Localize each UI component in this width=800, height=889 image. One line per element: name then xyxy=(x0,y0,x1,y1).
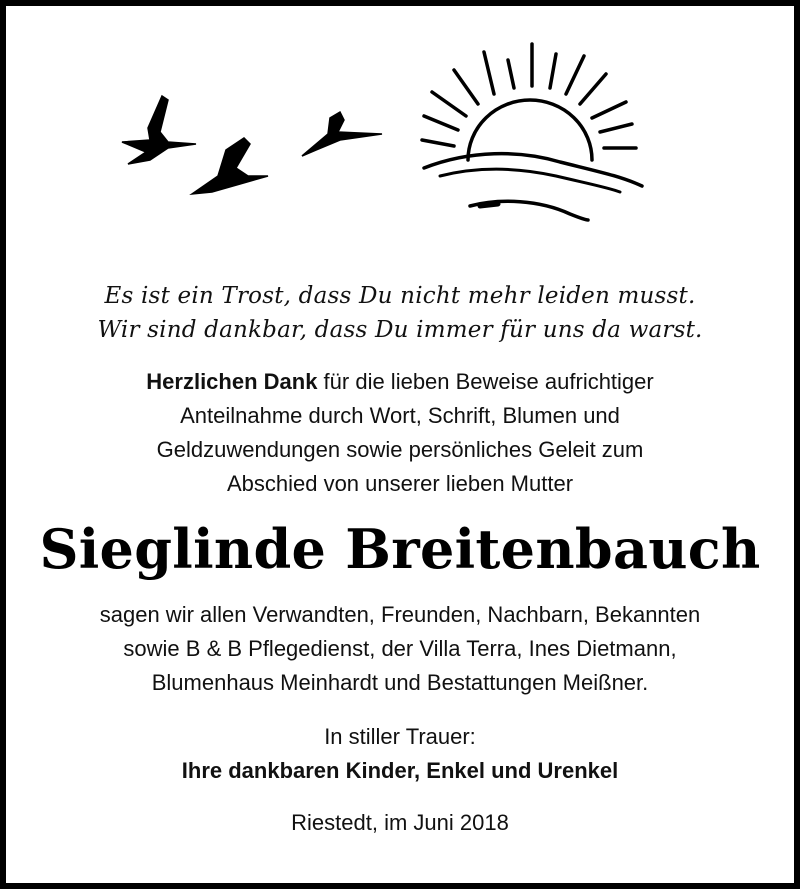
mourning-label: In stiller Trauer: xyxy=(324,724,476,749)
hills-icon xyxy=(424,154,642,220)
thanks-line-1: Herzlichen Dank für die lieben Beweise aufrichtiger xyxy=(146,369,654,394)
header-illustration xyxy=(0,0,800,240)
recipients-paragraph xyxy=(0,598,800,700)
thanks-line-2: Anteilnahme durch Wort, Schrift, Blumen und xyxy=(180,403,620,428)
mourning-family: Ihre dankbaren Kinder, Enkel und Urenkel xyxy=(181,758,619,783)
recipients-line-2: sowie B & B Pflegedienst, der Villa Terra, Ines Dietmann, xyxy=(123,636,677,661)
thanks-lead: Herzlichen Dank xyxy=(146,369,318,394)
recipients-line-1: sagen wir allen Verwandten, Freunden, Nachbarn, Bekannten xyxy=(99,602,701,627)
thanks-paragraph xyxy=(0,365,800,501)
recipients-line-3: Blumenhaus Meinhardt und Bestattungen Meißner. xyxy=(151,670,649,695)
quote-line-2: Wir sind dankbar, dass Du immer für uns da warst. xyxy=(97,317,703,343)
deceased-name: Sieglinde Breitenbauch xyxy=(39,517,761,581)
quote-line-1: Es ist ein Trost, dass Du nicht mehr leiden musst. xyxy=(104,283,696,309)
flying-bird-icon xyxy=(192,138,268,194)
place-date: Riestedt, im Juni 2018 xyxy=(291,810,509,835)
flying-bird-icon xyxy=(122,96,196,164)
thanks-line-4: Abschied von unserer lieben Mutter xyxy=(226,471,574,496)
flying-bird-icon xyxy=(302,112,382,156)
setting-sun-icon xyxy=(422,44,636,160)
thanks-line-3: Geldzuwendungen sowie persönliches Geleit zum xyxy=(156,437,644,462)
